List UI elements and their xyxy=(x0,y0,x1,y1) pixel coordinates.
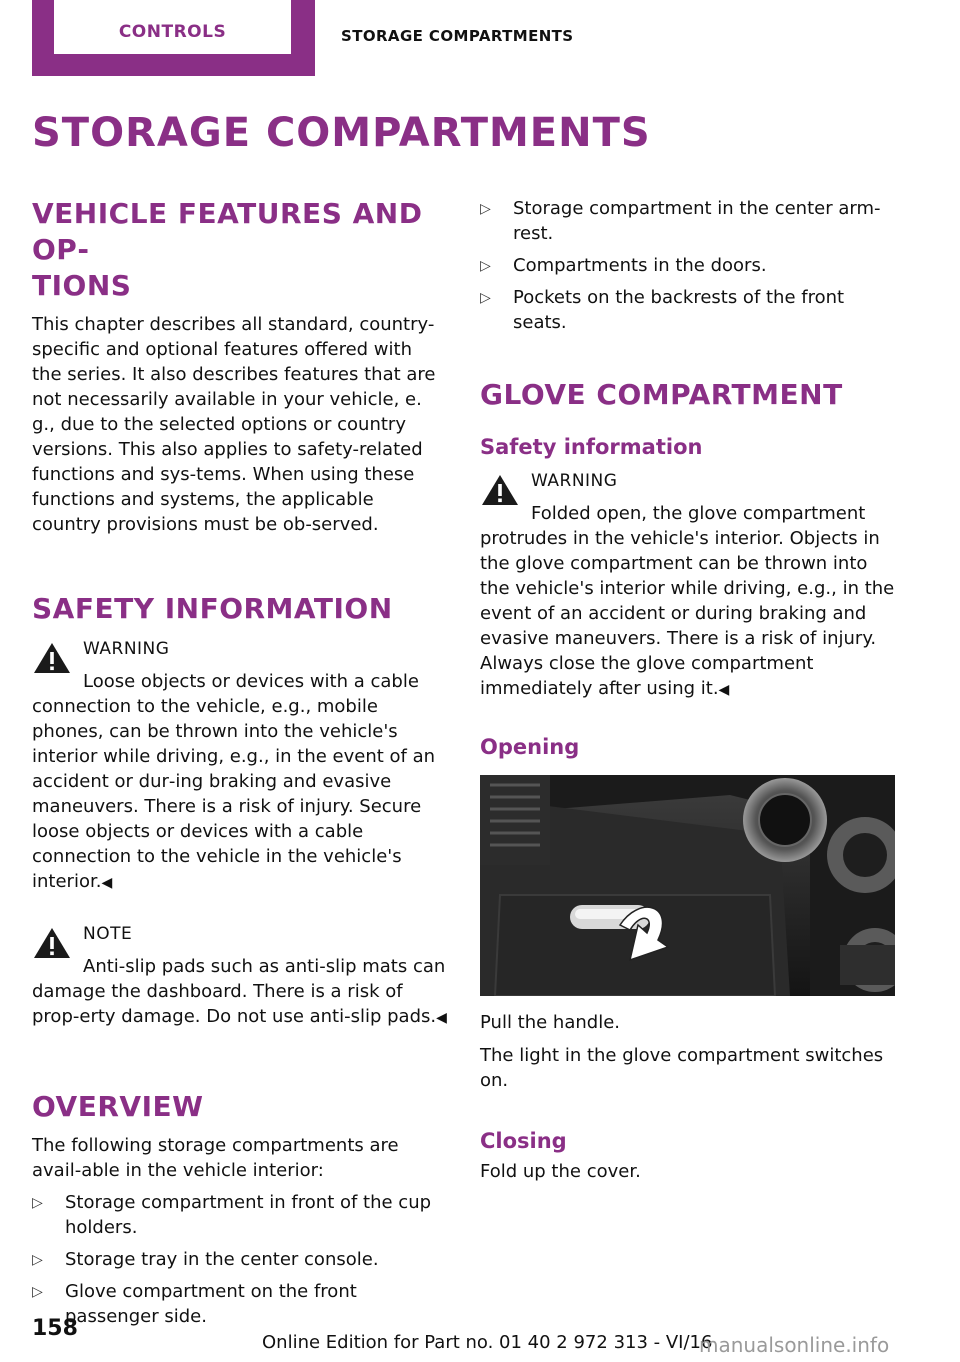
warning-label: WARNING xyxy=(83,639,170,659)
page-number: 158 xyxy=(32,1316,78,1341)
vehicle-features-heading-line2: TIONS xyxy=(32,269,132,302)
list-item xyxy=(32,1190,447,1240)
list-item xyxy=(32,1279,447,1329)
list-item-text: Storage compartment in front of the cup holders. xyxy=(65,1192,432,1238)
bullet-icon: ▷ xyxy=(32,1195,43,1211)
bullet-icon: ▷ xyxy=(480,290,491,306)
list-item xyxy=(480,285,895,335)
watermark: manualsonline.info xyxy=(699,1333,890,1357)
list-item xyxy=(480,253,895,278)
warning-triangle-icon xyxy=(32,641,72,675)
warning-block xyxy=(32,637,447,896)
list-item-text: Glove compartment on the front passenger side. xyxy=(65,1281,357,1327)
breadcrumb: STORAGE COMPARTMENTS xyxy=(341,27,574,45)
list-item-text: Pockets on the backrests of the front seats. xyxy=(513,287,845,333)
opening-note: The light in the glove compartment switches on. xyxy=(480,1045,884,1091)
note-label: NOTE xyxy=(83,924,133,944)
list-item-text: Storage compartment in the center arm‐rest. xyxy=(513,198,881,244)
glove-compartment-heading: GLOVE COMPARTMENT xyxy=(480,378,843,411)
closing-text: Fold up the cover. xyxy=(480,1161,641,1182)
page-title: STORAGE COMPARTMENTS xyxy=(32,110,651,156)
opening-step: Pull the handle. xyxy=(480,1012,621,1033)
note-text-body: Anti-slip pads such as anti-slip mats can damage the dashboard. There is a risk of prop‐erty damage. Do not use anti-slip pads. xyxy=(32,956,446,1027)
note-block xyxy=(32,922,447,1031)
safety-information-heading: SAFETY INFORMATION xyxy=(32,592,393,625)
end-mark: ◀ xyxy=(101,875,113,891)
overview-intro: The following storage compartments are avail‐able in the vehicle interior: xyxy=(32,1135,399,1181)
warning-text-body: Loose objects or devices with a cable connection to the vehicle, e.g., mobile phones, can be thrown into the vehicle's interior while driving, e.g., in the event of an accident or dur‐ing braking and evasive maneuvers. There is a risk of injury. Secure loose objects or devices with a cable connection to the vehicle in the vehicle's interior. xyxy=(32,671,436,892)
list-item xyxy=(480,196,895,246)
list-item-text: Compartments in the doors. xyxy=(513,255,767,276)
warning-text xyxy=(480,501,895,703)
bullet-icon: ▷ xyxy=(32,1284,43,1300)
warning-text-body: Folded open, the glove compartment protrudes in the vehicle's interior. Objects in the glove compartment can be thrown into the vehicle's interior while driving, e.g., in the event of an accident or during braking and evasive maneuvers. There is a risk of injury. Always close the glove compartment immediately after using it. xyxy=(480,503,895,699)
vehicle-features-text: This chapter describes all standard, country-specific and optional features offered with the series. It also describes features that are not necessarily available in your vehicle, e. g., due to the selected options or country versions. This also applies to safety-related functions and sys‐tems. When using these functions and systems, the applicable country provisions must be ob‐served. xyxy=(32,314,436,535)
chapter-tab-label: CONTROLS xyxy=(118,22,227,42)
opening-heading: Opening xyxy=(480,735,580,759)
warning-text xyxy=(32,669,447,896)
vehicle-features-heading-line1: VEHICLE FEATURES AND OP‐ xyxy=(32,197,423,266)
left-column xyxy=(32,196,447,1336)
warning-triangle-icon xyxy=(480,473,520,507)
list-item xyxy=(32,1247,447,1272)
overview-list xyxy=(32,1190,447,1329)
list-item-text: Storage tray in the center console. xyxy=(65,1249,379,1270)
note-text xyxy=(32,954,447,1031)
bullet-icon: ▷ xyxy=(480,258,491,274)
end-mark: ◀ xyxy=(436,1010,447,1026)
bullet-icon: ▷ xyxy=(32,1252,43,1268)
closing-heading: Closing xyxy=(480,1129,567,1153)
right-column xyxy=(480,196,895,1184)
glove-compartment-photo xyxy=(480,775,895,996)
warning-triangle-icon xyxy=(32,926,72,960)
glove-warning-block xyxy=(480,469,895,703)
bullet-icon: ▷ xyxy=(480,201,491,217)
end-mark: ◀ xyxy=(718,682,730,698)
warning-label: WARNING xyxy=(531,471,618,491)
glove-compartment-illustration xyxy=(480,775,895,996)
vehicle-features-heading xyxy=(32,196,447,304)
edition-note: Online Edition for Part no. 01 40 2 972 313 - VI/16 xyxy=(262,1332,713,1353)
overview-list-continued xyxy=(480,196,895,335)
overview-heading: OVERVIEW xyxy=(32,1090,204,1123)
glove-safety-heading: Safety information xyxy=(480,435,703,459)
